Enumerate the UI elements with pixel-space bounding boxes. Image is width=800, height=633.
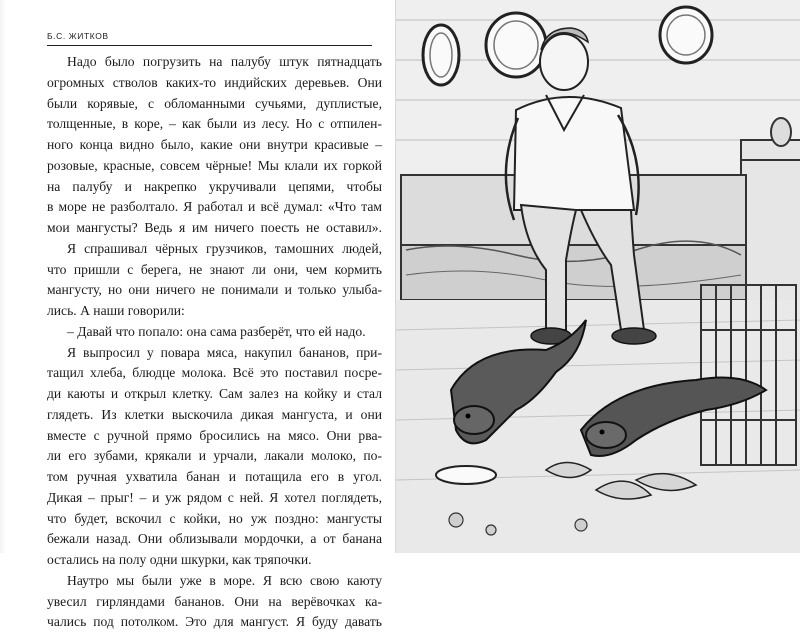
text-line: в море не разболтало. Я работал и всё думал: «Что там <box>47 199 382 215</box>
text-line: бежали назад. Они облизывали мордочки, а от банана <box>47 531 382 547</box>
paragraph <box>47 239 382 322</box>
text-line: что пришли с берега, не знают ли они, чем кормить <box>47 261 382 277</box>
text-line: розовые, красные, совсем чёрные! Мы клали их горкой <box>47 157 382 173</box>
text-line: мангусту, но они ничего не понимали и только улыба- <box>47 282 382 298</box>
text-line: Я спрашивал чёрных грузчиков, тамошних людей, <box>67 240 382 256</box>
running-header: Б.С. ЖИТКОВ <box>47 31 109 41</box>
header-rule <box>47 45 372 46</box>
text-line: том ручная ухватила банан и потащила его в угол. <box>47 469 382 484</box>
page-gutter-shadow <box>0 0 6 553</box>
paragraph <box>47 52 382 239</box>
left-page <box>0 0 395 630</box>
paragraph <box>47 343 382 571</box>
text-line: ди каюты и открыл клетку. Сам залез на койку и стал <box>47 386 382 401</box>
text-line: лись. А наши говорили: <box>47 303 185 318</box>
text-line: вместе с ручной прямо бросились на мясо. Они рва- <box>47 427 382 443</box>
text-line: толщенные, в коре, – как были из лесу. Но с отпилен- <box>47 116 382 132</box>
cabin-illustration <box>396 0 800 553</box>
text-line: Я выпросил у повара мяса, накупил бананов, при- <box>67 344 382 360</box>
text-line: на палубу и накрепко укручивали цепями, чтобы <box>47 178 382 194</box>
body-text <box>47 52 382 633</box>
text-line: ли его зубами, крякали и урчали, лакали молоко, по- <box>47 448 382 464</box>
text-line: увесил гирляндами бананов. Они на верёвочках ка- <box>47 593 382 609</box>
text-line: что будет, вскочил с койки, но уж поздно: мангусты <box>47 510 382 526</box>
text-line: тащил хлеба, блюдце молока. Всё это поставил посре- <box>47 365 382 381</box>
text-line: ного конца видно было, какие они внутри красивые – <box>47 137 382 152</box>
text-line: – Давай что попало: она сама разберёт, что ей надо. <box>67 323 366 339</box>
text-line: остались на полу одни шкурки, как тряпочки. <box>47 552 312 567</box>
text-line: Надо было погрузить на палубу штук пятнадцать <box>67 54 382 69</box>
milk-saucer <box>436 466 496 484</box>
illustration <box>395 0 800 553</box>
text-line: Наутро мы были уже в море. Я всю свою каюту <box>67 572 382 588</box>
text-line: глядеть. Из клетки выскочила дикая мангуста, и они <box>47 406 382 422</box>
text-line: были корявые, с обломанными сучьями, дуплистые, <box>47 95 382 111</box>
text-line: чались под потолком. Это для мангуст. Я буду давать <box>47 614 382 630</box>
paragraph <box>47 571 382 633</box>
text-line: огромных стволов каких-то индийских деревьев. Они <box>47 74 382 90</box>
text-line: мои мангусты? Ведь я им ничего поесть не оставил». <box>47 220 382 235</box>
text-line: Дикая – прыг! – и уж рядом с ней. Я хотел поглядеть, <box>47 489 382 505</box>
paragraph <box>47 322 382 343</box>
